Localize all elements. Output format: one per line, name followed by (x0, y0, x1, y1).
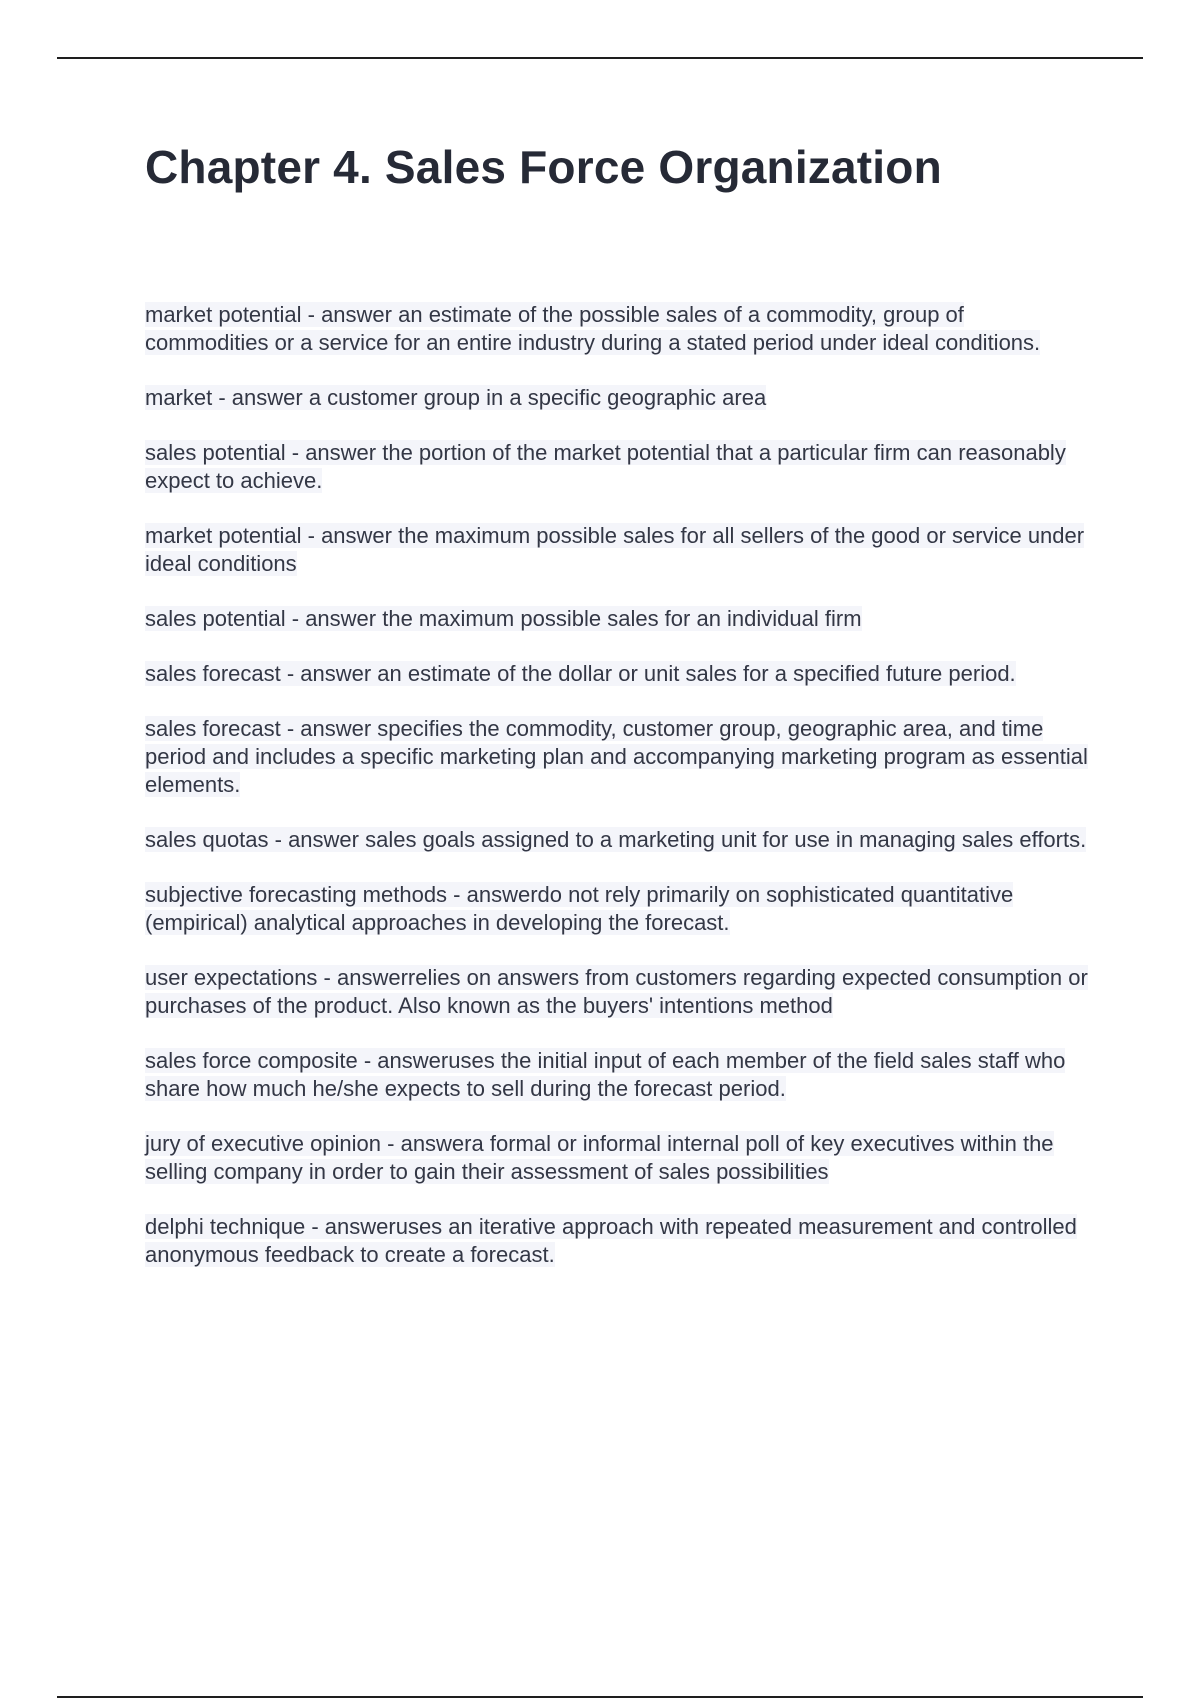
flashcard-item (145, 1130, 1090, 1186)
flashcard-text: market potential - answer the maximum possible sales for all sellers of the good or service under ideal conditions (145, 523, 1085, 577)
page-content (145, 140, 1090, 1296)
flashcard-list (145, 301, 1090, 1269)
flashcard-item (145, 715, 1090, 799)
flashcard-item (145, 301, 1090, 357)
flashcard-text: user expectations - answerrelies on answers from customers regarding expected consumption or purchases of the product. Also known as the buyers' intentions method (145, 965, 1088, 1019)
flashcard-text: market - answer a customer group in a specific geographic area (145, 385, 767, 411)
flashcard-text: market potential - answer an estimate of the possible sales of a commodity, group of commodities or a service for an entire industry during a stated period under ideal conditions. (145, 302, 1041, 356)
page-title: Chapter 4. Sales Force Organization (145, 141, 942, 193)
bottom-rule (57, 1696, 1143, 1698)
flashcard-text: sales potential - answer the portion of the market potential that a particular firm can reasonably expect to achieve. (145, 440, 1066, 494)
flashcard-item (145, 1047, 1090, 1103)
flashcard-item (145, 439, 1090, 495)
flashcard-item (145, 1213, 1090, 1269)
flashcard-text: sales quotas - answer sales goals assigned to a marketing unit for use in managing sales efforts. (145, 827, 1087, 853)
flashcard-item (145, 605, 1090, 633)
flashcard-text: subjective forecasting methods - answerdo not rely primarily on sophisticated quantitative (empirical) analytical approaches in developing the forecast. (145, 882, 1014, 936)
flashcard-item (145, 964, 1090, 1020)
top-rule (57, 57, 1143, 59)
flashcard-item (145, 660, 1090, 688)
flashcard-item (145, 881, 1090, 937)
flashcard-text: sales forecast - answer an estimate of the dollar or unit sales for a specified future period. (145, 661, 1016, 687)
flashcard-text: sales forecast - answer specifies the commodity, customer group, geographic area, and time period and includes a specific marketing plan and accompanying marketing program as essential elements. (145, 716, 1088, 798)
flashcard-text: sales potential - answer the maximum possible sales for an individual firm (145, 606, 862, 632)
flashcard-text: delphi technique - answeruses an iterative approach with repeated measurement and controlled anonymous feedback to create a forecast. (145, 1214, 1077, 1268)
flashcard-item (145, 826, 1090, 854)
flashcard-text: jury of executive opinion - answera formal or informal internal poll of key executives within the selling company in order to gain their assessment of sales possibilities (145, 1131, 1054, 1185)
flashcard-item (145, 384, 1090, 412)
flashcard-text: sales force composite - answeruses the initial input of each member of the field sales staff who share how much he/she expects to sell during the forecast period. (145, 1048, 1066, 1102)
flashcard-item (145, 522, 1090, 578)
